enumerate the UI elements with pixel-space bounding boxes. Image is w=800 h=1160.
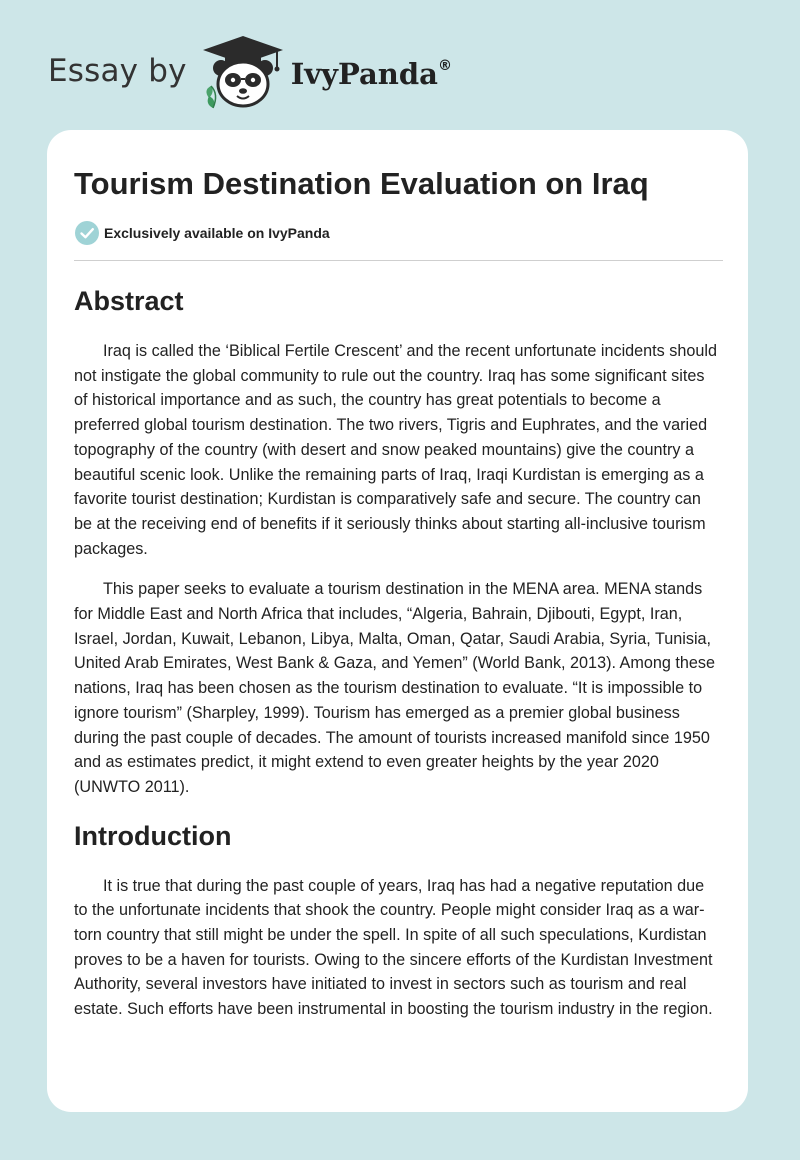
exclusive-label: Exclusively available on IvyPanda <box>104 225 330 241</box>
abstract-paragraph-2: This paper seeks to evaluate a tourism destination in the MENA area. MENA stands for Middle East and North Africa that includes, “Algeria, Bahrain, Djibouti, Egypt, Iran, Israel, Jordan, Kuwait, Lebanon, Libya, Malta, Oman, Qatar, Saudi Arabia, Syria, Tunisia, United Arab Emirates, West Bank & Gaza, and Yemen” (World Bank, 2013). Among these nations, Iraq has been chosen as the tourism destination to evaluate. “It is impossible to ignore tourism” (Sharpley, 1999). Tourism has emerged as a premier global business during the past couple of decades. The amount of tourists increased manifold since 1950 and as estimates predict, it might extend to even greater heights by the year 2020 (UNWTO 2011). <box>74 580 715 796</box>
check-circle-icon <box>74 220 100 246</box>
brand-text: IvyPanda <box>290 57 438 91</box>
abstract-paragraph-1: Iraq is called the ‘Biblical Fertile Crescent’ and the recent unfortunate incidents should not instigate the global community to rule out the country. Iraq has some significant sites of historical importance and as such, the country has great potentials to become a preferred global tourism destination. The two rivers, Tigris and Euphrates, and the varied topography of the country (with desert and snow peaked mountains) give the country a beautiful scenic look. Unlike the remaining parts of Iraq, Iraqi Kurdistan is emerging as a favorite tourist destination; Kurdistan is comparatively safe and secure. The country can be at the receiving end of benefits if it seriously thinks about starting all-inclusive tourism packages. <box>74 342 717 558</box>
site-header <box>48 34 452 110</box>
introduction-paragraph-1: It is true that during the past couple of years, Iraq has had a negative reputation due to the unfortunate incidents that shook the country. People might consider Iraq as a war-torn country that still might be under the spell. In spite of all such speculations, Kurdistan proves to be a haven for tourists. Owing to the sincere efforts of the Kurdistan Investment Authority, several investors have initiated to invest in sectors such as tourism and real estate. Such efforts have been instrumental in boosting the tourism industry in the region. <box>74 876 713 1019</box>
ivypanda-logo-icon[interactable] <box>199 34 287 110</box>
essay-by-label: Essay by <box>48 53 187 89</box>
divider <box>74 260 723 261</box>
ivypanda-brand-name[interactable] <box>291 57 452 91</box>
essay-card <box>47 130 748 1112</box>
exclusive-badge <box>74 220 721 246</box>
section-heading-abstract: Abstract <box>74 286 184 316</box>
page-title: Tourism Destination Evaluation on Iraq <box>74 166 649 201</box>
section-heading-introduction: Introduction <box>74 820 232 851</box>
registered-mark: ® <box>437 58 452 74</box>
